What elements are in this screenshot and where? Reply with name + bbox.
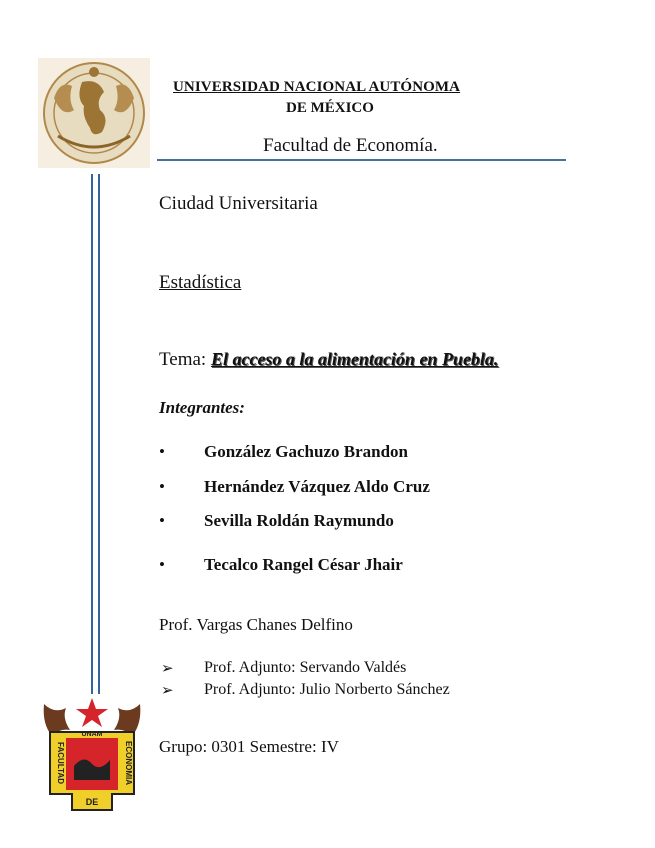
facultad-economia-shield-icon bbox=[40, 694, 144, 812]
member-name: Tecalco Rangel César Jhair bbox=[204, 555, 403, 574]
bullet: • bbox=[159, 477, 165, 496]
adjunct-text: Prof. Adjunto: Servando Valdés bbox=[204, 659, 407, 676]
shield-text-right: ECONOMIA bbox=[124, 741, 133, 785]
subject-text: Estadística bbox=[159, 272, 242, 293]
university-name-line1: UNIVERSIDAD NACIONAL AUTÓNOMA bbox=[173, 79, 461, 95]
bullet: • bbox=[159, 442, 165, 461]
topic-label: Tema: bbox=[159, 349, 211, 370]
bullet: • bbox=[159, 555, 165, 574]
arrow-bullet-icon: ➢ bbox=[161, 661, 174, 677]
shield-text-top: UNAM bbox=[81, 731, 103, 738]
city-text: Ciudad Universitaria bbox=[159, 193, 318, 214]
header-divider bbox=[157, 159, 566, 161]
member-name: Sevilla Roldán Raymundo bbox=[204, 511, 394, 530]
shield-text-left: FACULTAD bbox=[56, 742, 65, 784]
bullet: • bbox=[159, 511, 165, 530]
university-name-line2: DE MÉXICO bbox=[286, 100, 374, 116]
topic-title: El acceso a la alimentación en Puebla. bbox=[210, 349, 499, 369]
members-heading: Integrantes: bbox=[159, 398, 245, 417]
professor-text: Prof. Vargas Chanes Delfino bbox=[159, 615, 353, 634]
unam-seal-icon bbox=[38, 58, 150, 168]
left-border-line bbox=[91, 174, 93, 694]
left-border-line-inner bbox=[98, 174, 100, 694]
group-semester-text: Grupo: 0301 Semestre: IV bbox=[159, 737, 339, 756]
topic-line bbox=[159, 349, 498, 371]
adjunct-text: Prof. Adjunto: Julio Norberto Sánchez bbox=[204, 681, 450, 698]
member-name: González Gachuzo Brandon bbox=[204, 442, 409, 461]
arrow-bullet-icon: ➢ bbox=[161, 683, 174, 699]
shield-text-bottom: DE bbox=[85, 797, 99, 807]
member-name: Hernández Vázquez Aldo Cruz bbox=[204, 477, 430, 496]
faculty-name: Facultad de Economía. bbox=[263, 135, 438, 156]
